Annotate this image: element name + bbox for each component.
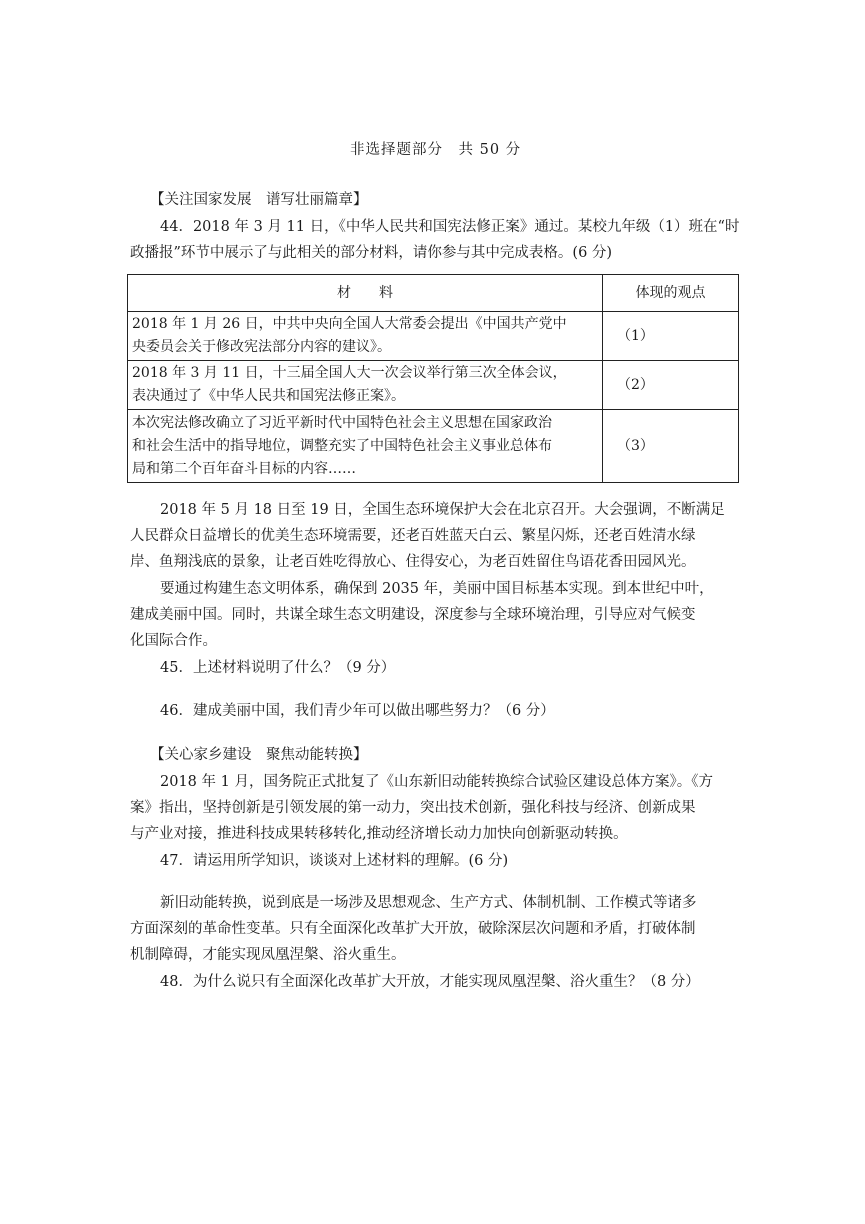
- material-line: 本次宪法修改确立了习近平新时代中国特色社会主义思想在国家政治: [132, 414, 552, 431]
- paragraph-line: 人民群众日益增长的优美生态环境需要，还老百姓蓝天白云、繁星闪烁，还老百姓清水绿: [130, 528, 696, 544]
- paragraph-line: 2018 年 1 月，国务院正式批复了《山东新旧动能转换综合试验区建设总体方案》。《方: [160, 774, 713, 790]
- paragraph-line: 建成美丽中国。同时，共谋全球生态文明建设，深度参与全球环境治理，引导应对气候变: [130, 607, 696, 623]
- section1-title: 【关注国家发展 谱写壮丽篇章】: [150, 192, 368, 208]
- paragraph-line: 案》指出，坚持创新是引领发展的第一动力，突出技术创新，强化科技与经济、创新成果: [130, 800, 696, 816]
- question-44-line-1: 44．2018 年 3 月 11 日，《中华人民共和国宪法修正案》通过。某校九年级（1）班在“时: [160, 219, 740, 235]
- question-46: 46．建成美丽中国，我们青少年可以做出哪些努力？（6 分）: [160, 703, 555, 719]
- section-heading: 非选择题部分 共 50 分: [350, 142, 522, 158]
- header-materials: 材 料: [128, 275, 603, 312]
- viewpoint-blank-2: （2）: [603, 361, 739, 410]
- question-45: 45．上述材料说明了什么？（9 分）: [160, 660, 396, 676]
- question-48: 48．为什么说只有全面深化改革扩大开放，才能实现凤凰涅槃、浴火重生？（8 分）: [160, 974, 700, 990]
- paragraph-line: 2018 年 5 月 18 日至 19 日，全国生态环境保护大会在北京召开。大会强调，不断满足: [160, 502, 725, 518]
- material-line: 央委员会关于修改宪法部分内容的建议》。: [132, 339, 391, 355]
- table-row: [128, 410, 739, 483]
- material-line: 局和第二个百年奋斗目标的内容……: [132, 460, 356, 477]
- question-44-line-2: 政播报”环节中展示了与此相关的部分材料，请你参与其中完成表格。(6 分): [130, 245, 613, 261]
- paragraph-line: 新旧动能转换，说到底是一场涉及思想观念、生产方式、体制机制、工作模式等诸多: [160, 895, 697, 911]
- paragraph-line: 要通过构建生态文明体系，确保到 2035 年，美丽中国目标基本实现。到本世纪中叶，: [160, 581, 714, 597]
- header-viewpoint: 体现的观点: [603, 275, 739, 312]
- paragraph-line: 化国际合作。: [130, 633, 217, 649]
- material-cell: [128, 410, 603, 483]
- material-line: 2018 年 3 月 11 日，十三届全国人大一次会议举行第三次全体会议，: [132, 365, 567, 381]
- table-row: [128, 312, 739, 361]
- question-47: 47．请运用所学知识，谈谈对上述材料的理解。(6 分): [160, 853, 509, 869]
- table-row: [128, 361, 739, 410]
- materials-table: [127, 274, 739, 483]
- table-header-row: [128, 275, 739, 312]
- paragraph-line: 与产业对接，推进科技成果转移转化,推动经济增长动力加快向创新驱动转换。: [130, 826, 628, 842]
- paragraph-line: 机制障碍，才能实现凤凰涅槃、浴火重生。: [130, 947, 406, 963]
- viewpoint-blank-1: （1）: [603, 312, 739, 361]
- material-line: 2018 年 1 月 26 日，中共中央向全国人大常委会提出《中国共产党中: [132, 316, 567, 332]
- viewpoint-blank-3: （3）: [603, 410, 739, 483]
- paragraph-line: 岸、鱼翔浅底的景象，让老百姓吃得放心、住得安心，为老百姓留住鸟语花香田园风光。: [130, 554, 696, 570]
- material-line: 表决通过了《中华人民共和国宪法修正案》。: [132, 388, 405, 404]
- paragraph-line: 方面深刻的革命性变革。只有全面深化改革扩大开放，破除深层次问题和矛盾，打破体制: [130, 921, 696, 937]
- section2-title: 【关心家乡建设 聚焦动能转换】: [150, 747, 368, 763]
- material-cell: [128, 361, 603, 410]
- material-line: 和社会生活中的指导地位，调整充实了中国特色社会主义事业总体布: [132, 437, 552, 454]
- material-cell: [128, 312, 603, 361]
